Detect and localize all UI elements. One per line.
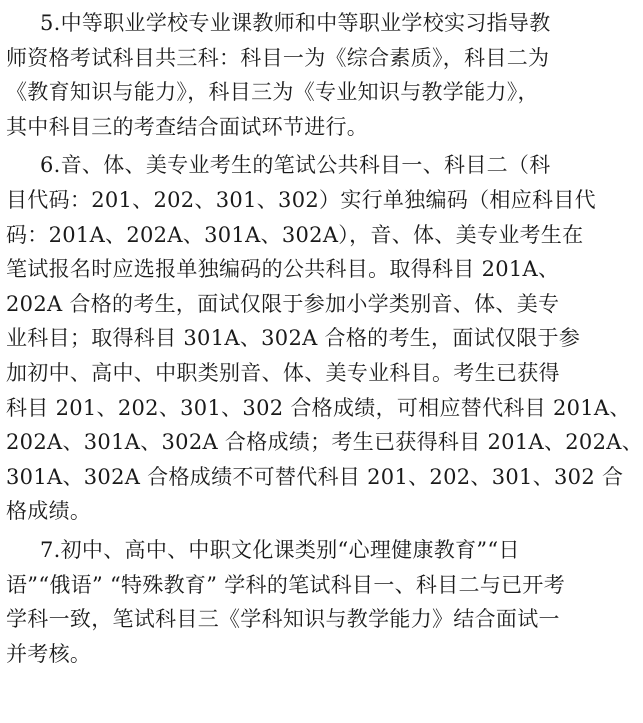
paragraph-line: 格成绩。 [6, 499, 92, 524]
paragraph-line: 笔试报名时应选报单独编码的公共科目。取得科目 201A、 [6, 257, 560, 282]
paragraph-line: 《教育知识与能力》，科目三为《专业知识与教学能力》， [6, 80, 539, 105]
paragraph-line: 202A 合格的考生，面试仅限于参加小学类别音、体、美专 [6, 291, 560, 316]
paragraph-line: 语”“俄语” “特殊教育” 学科的笔试科目一、科目二与已开考 [6, 572, 566, 597]
paragraph-5 [6, 6, 576, 144]
paragraph-line: 并考核。 [6, 641, 92, 666]
paragraph-line: 202A、301A、302A 合格成绩；考生已获得科目 201A、202A、 [6, 430, 643, 455]
paragraph-6 [6, 148, 643, 529]
paragraph-line: 学科一致，笔试科目三《学科知识与教学能力》结合面试一 [6, 607, 560, 632]
paragraph-line: 科目 201、202、301、302 合格成绩，可相应替代科目 201A、 [6, 395, 631, 420]
paragraph-line: 加初中、高中、中职类别音、体、美专业科目。考生已获得 [6, 360, 560, 385]
paragraph-line: 码：201A、202A、301A、302A），音、体、美专业考生在 [6, 222, 584, 247]
paragraph-line: 其中科目三的考查结合面试环节进行。 [6, 114, 369, 139]
paragraph-line: 师资格考试科目共三科：科目一为《综合素质》，科目二为 [6, 45, 550, 70]
paragraph-7 [6, 533, 576, 671]
paragraph-line: 5.中等职业学校专业课教师和中等职业学校实习指导教 [40, 11, 551, 35]
paragraph-line: 301A、302A 合格成绩不可替代科目 201、202、301、302 合 [6, 464, 624, 489]
paragraph-line: 业科目；取得科目 301A、302A 合格的考生，面试仅限于参 [6, 326, 581, 351]
paragraph-line: 6.音、体、美专业考生的笔试公共科目一、科目二（科 [40, 153, 551, 178]
paragraph-line: 目代码：201、202、301、302）实行单独编码（相应科目代 [6, 187, 596, 212]
paragraph-line: 7.初中、高中、中职文化课类别“心理健康教育”“日 [40, 537, 520, 562]
